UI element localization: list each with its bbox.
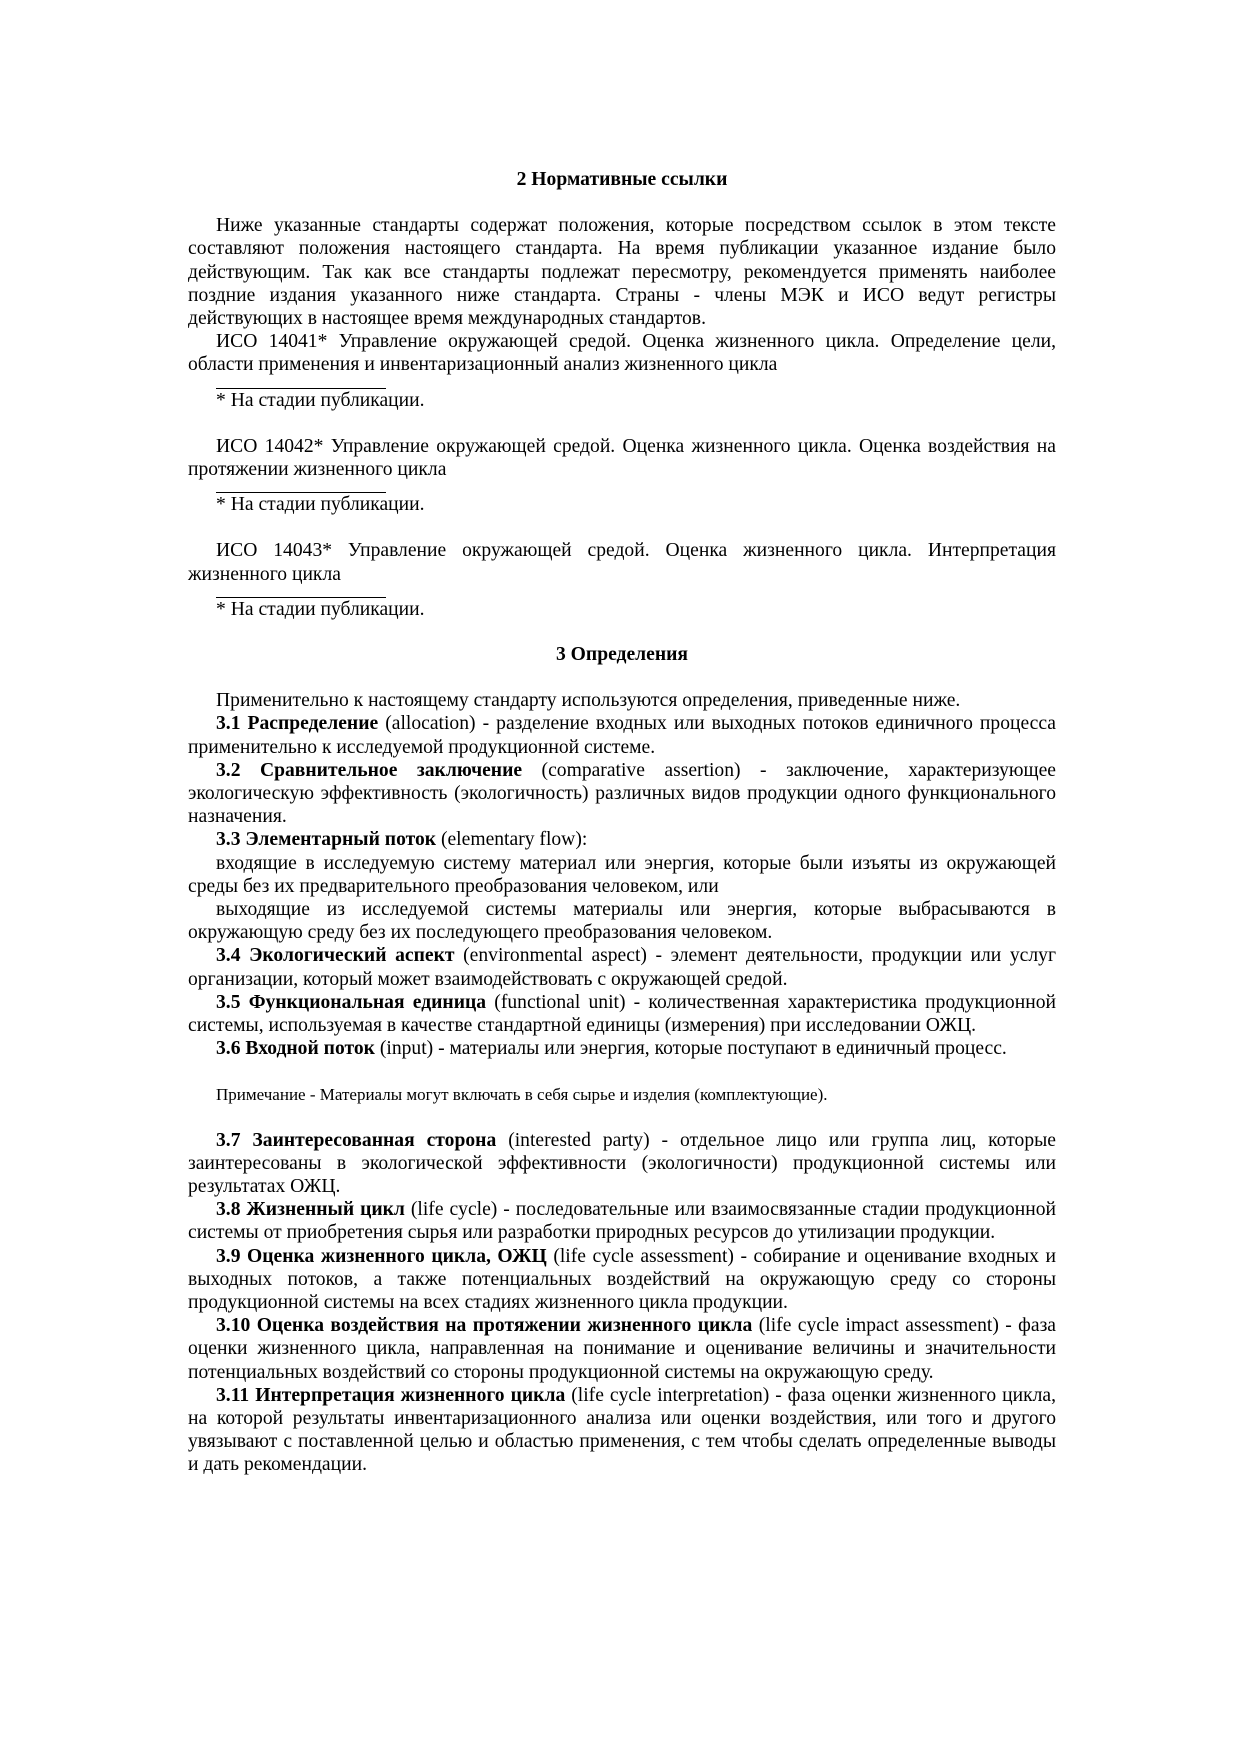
definition-text: (life cycle interpretation) - фаза оценки жизненного цикла, на которой результаты инвентаризационного анализа или оценки воздействия, или того и другого увязывают с поставленной целью и областью применения, с тем чтобы сделать определенные выводы и дать рекомендации.	[188, 1384, 1056, 1476]
definition-3-3-item-a: входящие в исследуемую систему материал или энергия, которые были изъяты из окружающей среды без их предварительного преобразования человеком, или	[188, 852, 1056, 897]
definition-3-7	[188, 1129, 1056, 1199]
definition-3-2	[188, 759, 1056, 829]
definition-3-10	[188, 1314, 1056, 1384]
definition-3-3	[188, 828, 1056, 851]
definition-term: 3.2 Сравнительное заключение	[216, 759, 523, 781]
definition-term: 3.3 Элементарный поток	[216, 829, 437, 851]
definition-text: (life cycle impact assessment) - фаза оценки жизненного цикла, направленная на понимание и оценивание величины и значительности потенциальных воздействий со стороны продукционной системы на окружающую среду.	[188, 1315, 1057, 1383]
definition-3-4	[188, 944, 1056, 990]
definition-term: 3.9 Оценка жизненного цикла, ОЖЦ	[216, 1245, 547, 1267]
footnote-text: * На стадии публикации.	[216, 494, 425, 516]
definition-term: 3.7 Заинтересованная сторона	[216, 1129, 497, 1151]
definition-text: (life cycle assessment) - собирание и оценивание входных и выходных потоков, а также потенциальных воздействий на окружающую среду со стороны продукционной системы на всех стадиях жизненного цикла продукции.	[188, 1245, 1056, 1313]
reference-iso-14041: ИСО 14041* Управление окружающей средой. Оценка жизненного цикла. Определение цели, области применения и инвентаризационный анализ жизненного цикла	[188, 331, 1056, 376]
definition-text: (interested party) - отдельное лицо или группа лиц, которые заинтересованы в экологической эффективности (экологичности) продукционной системы или результатах ОЖЦ.	[188, 1129, 1056, 1197]
footnote-divider	[216, 586, 386, 598]
definition-text: (elementary flow):	[436, 829, 588, 851]
note: Примечание - Материалы могут включать в себя сырье и изделия (комплектующие).	[216, 1084, 828, 1104]
footnote-text: * На стадии публикации.	[216, 389, 425, 411]
reference-iso-14043: ИСО 14043* Управление окружающей средой. Оценка жизненного цикла. Интерпретация жизненного цикла	[188, 540, 1056, 585]
definition-3-5	[188, 991, 1056, 1037]
definition-3-8	[188, 1198, 1056, 1244]
definition-text: (input) - материалы или энергия, которые поступают в единичный процесс.	[374, 1038, 1007, 1060]
definition-term: 3.10 Оценка воздействия на протяжении жизненного цикла	[216, 1315, 753, 1337]
definition-text: (life cycle) - последовательные или взаимосвязанные стадии продукционной системы от приобретения сырья или разработки природных ресурсов до утилизации продукции.	[188, 1199, 1056, 1244]
definition-text: (allocation) - разделение входных или выходных потоков единичного процесса применительно к исследуемой продукционной системе.	[188, 713, 1056, 758]
definition-text: (functional unit) - количественная характеристика продукционной системы, используемая в качестве стандартной единицы (измерения) при исследовании ОЖЦ.	[188, 991, 1056, 1037]
section-3-title: 3 Определения	[555, 644, 689, 666]
document-page	[188, 168, 1056, 1477]
reference-iso-14042: ИСО 14042* Управление окружающей средой. Оценка жизненного цикла. Оценка воздействия на протяжении жизненного цикла	[188, 435, 1056, 481]
definition-term: 3.1 Распределение	[216, 713, 379, 735]
footnote-text: * На стадии публикации.	[216, 598, 425, 620]
definition-text: (comparative assertion) - заключение, характеризующее экологическую эффективность (экологичность) различных видов продукции одного функционального назначения.	[188, 759, 1056, 828]
definition-3-3-item-b: выходящие из исследуемой системы материалы или энергия, которые выбрасываются в окружающую среду без их последующего преобразования человеком.	[188, 899, 1056, 944]
definition-term: 3.5 Функциональная единица	[216, 991, 487, 1013]
section-2-title: 2 Нормативные ссылки	[516, 169, 728, 190]
definition-term: 3.4 Экологический аспект	[216, 945, 455, 967]
definition-term: 3.6 Входной поток	[216, 1038, 375, 1060]
definition-term: 3.8 Жизненный цикл	[216, 1199, 405, 1221]
definition-3-1	[188, 712, 1056, 758]
definition-3-6	[188, 1037, 1056, 1060]
footnote-divider	[216, 481, 386, 493]
section-3-intro: Применительно к настоящему стандарту используются определения, приведенные ниже.	[216, 690, 961, 712]
footnote-divider	[216, 377, 386, 389]
definition-text: (environmental aspect) - элемент деятельности, продукции или услуг организации, который может взаимодействовать с окружающей средой.	[188, 945, 1056, 990]
definition-3-11	[188, 1384, 1056, 1477]
definition-term: 3.11 Интерпретация жизненного цикла	[216, 1384, 566, 1406]
section-2-intro: Ниже указанные стандарты содержат положения, которые посредством ссылок в этом тексте составляют положения настоящего стандарта. На время публикации указанное издание было действующим. Так как все стандарты подлежат пересмотру, рекомендуется применять наиболее поздние издания указанного ниже стандарта. Страны - члены МЭК и ИСО ведут регистры действующих в настоящее время международных стандартов.	[188, 215, 1056, 330]
definition-3-9	[188, 1245, 1056, 1315]
